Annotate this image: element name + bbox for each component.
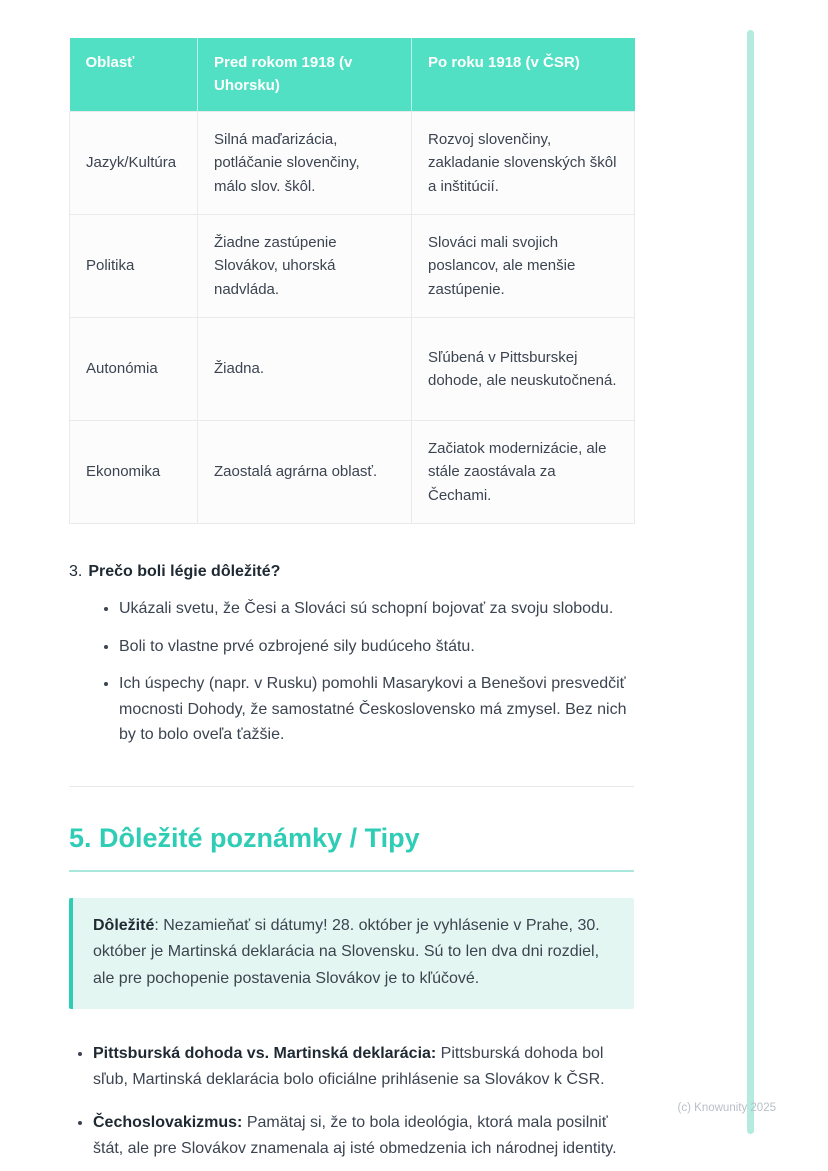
table-cell-area: Politika [70, 215, 198, 318]
tips-list [69, 1041, 634, 1161]
table-cell-before: Zaostalá agrárna oblasť. [198, 421, 412, 524]
question-title: Prečo boli légie dôležité? [88, 563, 281, 580]
bullet-item: • Boli to vlastne prvé ozbrojené sily budúceho štátu. [119, 634, 634, 660]
table-cell-area: Jazyk/Kultúra [70, 112, 198, 215]
list-item-number: 3. [69, 563, 83, 580]
table-cell-after: Rozvoj slovenčiny, zakladanie slovenských škôl a inštitúcií. [412, 112, 635, 215]
table-header-pred-1918: Pred rokom 1918 (v Uhorsku) [198, 38, 412, 112]
table-row [70, 318, 635, 421]
section-heading: 5. Dôležité poznámky / Tipy [69, 823, 634, 872]
bullet-item: • Ich úspechy (napr. v Rusku) pomohli Masarykovi a Benešovi presvedčiť mocnosti Dohody, že samostatné Československo má zmysel. Bez nich by to bolo oveľa ťažšie. [119, 671, 634, 748]
tip-item [93, 1041, 634, 1092]
table-cell-after: Sľúbená v Pittsburskej dohode, ale neuskutočnená. [412, 318, 635, 421]
table-cell-before: Žiadne zastúpenie Slovákov, uhorská nadvláda. [198, 215, 412, 318]
table-row [70, 215, 635, 318]
table-row [70, 421, 635, 524]
section-divider [69, 786, 634, 787]
important-callout [69, 898, 634, 1009]
table-row [70, 112, 635, 215]
callout-lead: Dôležité [93, 916, 155, 934]
table-cell-area: Ekonomika [70, 421, 198, 524]
numbered-list-item-3 [69, 560, 634, 584]
table-cell-after: Začiatok modernizácie, ale stále zaostávala za Čechami. [412, 421, 635, 524]
legions-bullet-list [69, 596, 634, 748]
table-header-row [70, 38, 635, 112]
tip-lead: Pittsburská dohoda vs. Martinská deklarácia: [93, 1045, 437, 1063]
page-edge-accent [747, 30, 754, 1134]
tip-text: Pittsburská dohoda bol sľub, Martinská deklarácia bolo oficiálne prihlásenie sa Slovákov k ČSR. [93, 1045, 605, 1088]
tip-item [93, 1110, 634, 1161]
document-content [69, 38, 634, 1171]
bullet-item: • Ukázali svetu, že Česi a Slováci sú schopní bojovať za svoju slobodu. [119, 596, 634, 622]
table-cell-area: Autonómia [70, 318, 198, 421]
table-cell-before: Silná maďarizácia, potláčanie slovenčiny, málo slov. škôl. [198, 112, 412, 215]
table-header-oblast: Oblasť [70, 38, 198, 112]
tip-lead: Čechoslovakizmus: [93, 1114, 243, 1132]
callout-text: : Nezamieňať si dátumy! 28. október je vyhlásenie v Prahe, 30. október je Martinská deklarácia na Slovensku. Sú to len dva dni rozdiel, ale pre pochopenie postavenia Slovákov je to kľúčové. [93, 916, 600, 987]
table-cell-before: Žiadna. [198, 318, 412, 421]
comparison-table [69, 38, 635, 524]
tip-text: Pamätaj si, že to bola ideológia, ktorá mala posilniť štát, ale pre Slovákov znamenala aj isté obmedzenia ich národnej identity. [93, 1114, 617, 1157]
copyright-footer: (c) Knowunity 2025 [677, 1102, 776, 1114]
table-cell-after: Slováci mali svojich poslancov, ale menšie zastúpenie. [412, 215, 635, 318]
table-header-po-1918: Po roku 1918 (v ČSR) [412, 38, 635, 112]
